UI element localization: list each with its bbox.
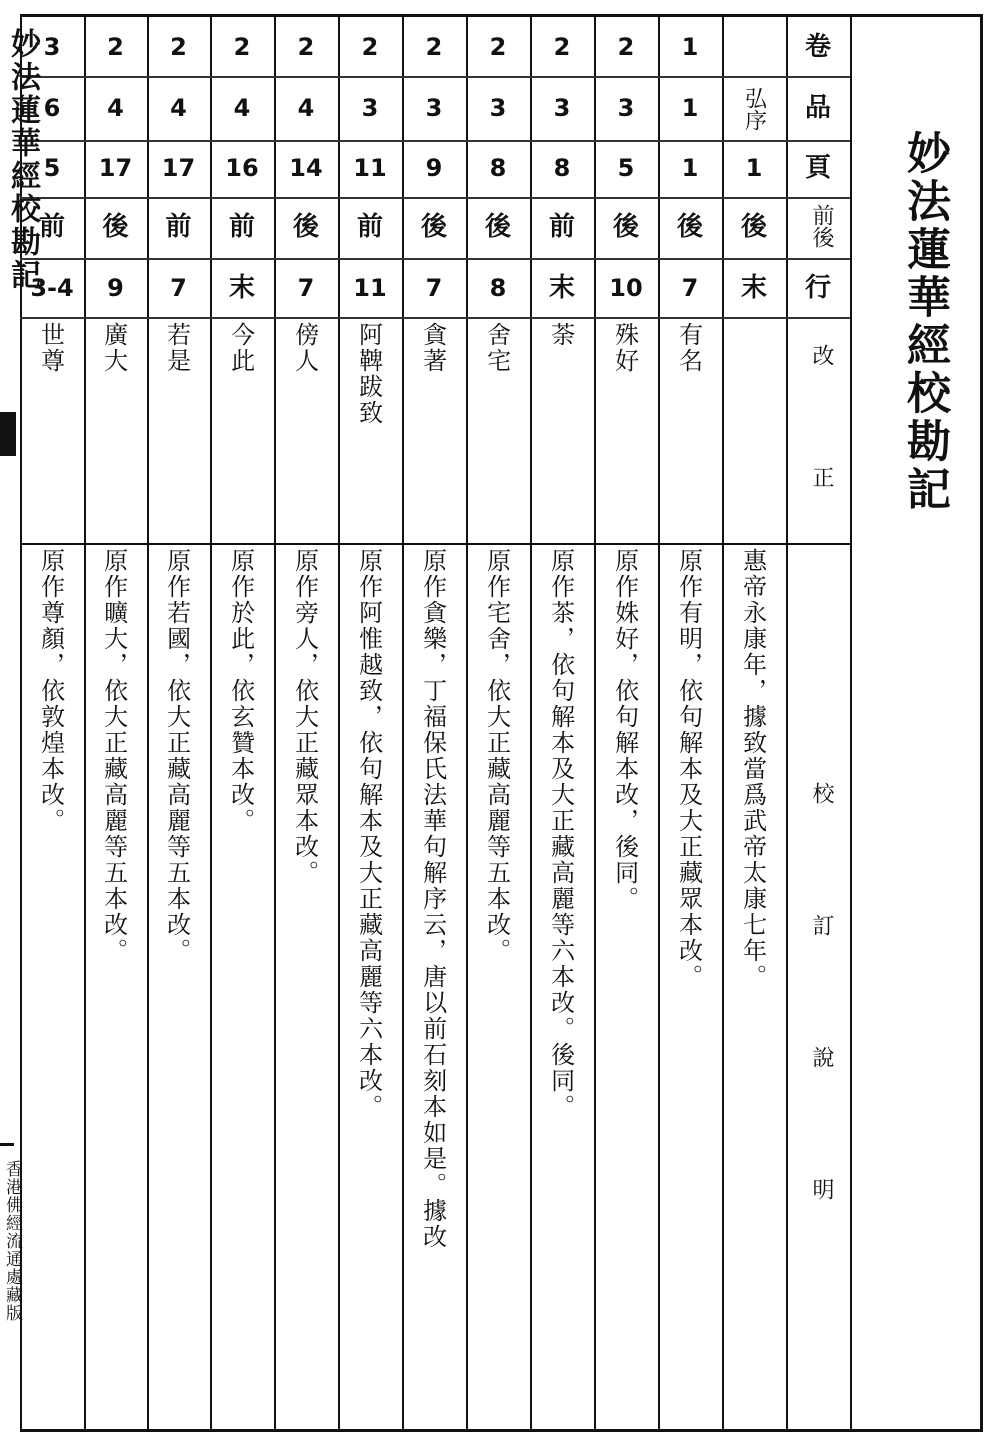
- cell-hang: 3-4: [30, 273, 74, 302]
- cell-note: 原作若國，依大正藏高麗等五本改。: [162, 548, 191, 964]
- cell-pin: 3: [361, 94, 379, 123]
- cell-ye: 9: [425, 153, 443, 182]
- cell-hang: 7: [681, 273, 699, 302]
- cell-pin: 3: [553, 94, 571, 123]
- cell-note: 原作旁人，依大正藏眾本改。: [290, 548, 319, 886]
- cell-hang: 7: [170, 273, 187, 302]
- cell-hang: 8: [489, 273, 507, 302]
- header-hang: 行: [804, 272, 831, 303]
- cell-gaizheng: 阿鞞跋致: [354, 322, 383, 426]
- cell-gaizheng: 今此: [226, 322, 255, 374]
- row-divider: [20, 76, 850, 78]
- cell-ye: 11: [353, 153, 387, 182]
- cell-juan: 2: [489, 33, 507, 62]
- cell-note: 原作有明，依句解本及大正藏眾本改。: [674, 548, 703, 990]
- cell-juan: [724, 22, 784, 74]
- cell-gaizheng: 傍人: [290, 322, 319, 374]
- cell-pin: 4: [233, 94, 251, 123]
- header-pin: 品: [804, 93, 831, 124]
- cell-qianhou: 前: [165, 212, 192, 243]
- cell-hang: 7: [297, 273, 315, 302]
- cell-gaizheng: 世尊: [36, 322, 65, 374]
- cell-qianhou: 前: [38, 212, 65, 243]
- cell-juan: 2: [107, 33, 124, 62]
- header-qianhou: 前後: [809, 204, 834, 248]
- cell-hang: 9: [107, 273, 124, 302]
- cell-gaizheng: 貪著: [418, 322, 447, 374]
- cell-pin: 3: [489, 94, 507, 123]
- cell-ye: 14: [289, 153, 323, 182]
- page-title: 妙法蓮華經校勘記: [899, 130, 950, 514]
- cell-hang: 11: [353, 273, 387, 302]
- cell-juan: 2: [617, 33, 635, 62]
- cell-qianhou: 後: [612, 212, 639, 243]
- cell-note: 原作姝好，依句解本改，後同。: [610, 548, 639, 912]
- cell-ye: 17: [98, 153, 133, 182]
- cell-gaizheng: 舍宅: [482, 322, 511, 374]
- cell-qianhou: 後: [676, 212, 703, 243]
- cell-juan: 2: [233, 33, 251, 62]
- header-ye: 頁: [804, 152, 831, 183]
- cell-ye: 8: [553, 153, 571, 182]
- cell-qianhou: 前: [228, 212, 255, 243]
- cell-gaizheng: 廣大: [99, 322, 128, 374]
- cell-note: 惠帝永康年，據致當爲武帝太康七年。: [738, 548, 767, 990]
- cell-hang: 7: [425, 273, 443, 302]
- cell-qianhou: 前: [548, 212, 575, 243]
- cell-ye: 1: [745, 153, 763, 182]
- cell-gaizheng: 若是: [162, 322, 191, 374]
- row-divider: [20, 317, 850, 319]
- header-jiaoding: 校訂說明: [809, 782, 834, 1310]
- cell-note: 原作茶，依句解本及大正藏高麗等六本改。後同。: [546, 548, 575, 1120]
- cell-juan: 2: [553, 33, 571, 62]
- cell-hang: 末: [740, 272, 767, 303]
- cell-pin: 4: [297, 94, 315, 123]
- cell-pin: 4: [107, 94, 124, 123]
- cell-note: 原作貪樂，丁福保氏法華句解序云，唐以前石刻本如是。據改: [418, 548, 447, 1250]
- cell-qianhou: 後: [292, 212, 319, 243]
- cell-note: 原作阿惟越致，依句解本及大正藏高麗等六本改。: [354, 548, 383, 1120]
- cell-juan: 2: [425, 33, 443, 62]
- cell-note: 原作宅舍，依大正藏高麗等五本改。: [482, 548, 511, 964]
- cell-pin: 弘序: [741, 87, 767, 131]
- cell-note: 原作曠大，依大正藏高麗等五本改。: [99, 548, 128, 964]
- cell-ye: 1: [681, 153, 699, 182]
- cell-ye: 8: [489, 153, 507, 182]
- cell-pin: 1: [681, 94, 699, 123]
- row-divider: [20, 543, 850, 545]
- cell-note: 原作尊顏，依敦煌本改。: [36, 548, 65, 834]
- cell-qianhou: 後: [740, 212, 767, 243]
- cell-qianhou: 前: [356, 212, 383, 243]
- edge-black-block: [0, 412, 16, 456]
- cell-pin: 4: [170, 94, 187, 123]
- cell-qianhou: 後: [102, 212, 129, 243]
- cell-ye: 16: [225, 153, 259, 182]
- cell-gaizheng: 有名: [674, 322, 703, 374]
- column-divider: [786, 14, 788, 1432]
- cell-ye: 5: [43, 153, 61, 182]
- cell-hang: 10: [609, 273, 643, 302]
- cell-gaizheng: 荼: [546, 322, 575, 348]
- cell-hang: 末: [548, 272, 575, 303]
- edge-footer: 香港佛經流通處藏版: [2, 1160, 22, 1322]
- cell-ye: 17: [161, 153, 196, 182]
- cell-juan: 1: [681, 33, 699, 62]
- cell-note: 原作於此，依玄贊本改。: [226, 548, 255, 834]
- cell-ye: 5: [617, 153, 635, 182]
- header-gaizheng: 改正: [809, 344, 834, 588]
- column-divider: [850, 14, 852, 1432]
- cell-juan: 2: [361, 33, 379, 62]
- cell-pin: 6: [43, 94, 61, 123]
- cell-juan: 2: [297, 33, 315, 62]
- edge-dash: [0, 1143, 14, 1146]
- cell-pin: 3: [425, 94, 443, 123]
- cell-qianhou: 後: [484, 212, 511, 243]
- cell-qianhou: 後: [420, 212, 447, 243]
- row-divider: [20, 197, 850, 199]
- cell-juan: 3: [43, 33, 61, 62]
- header-juan: 卷: [804, 32, 831, 63]
- cell-gaizheng: 殊好: [610, 322, 639, 374]
- cell-juan: 2: [170, 33, 187, 62]
- row-divider: [20, 258, 850, 260]
- edge-title: 妙法蓮華經校勘記: [5, 28, 40, 292]
- cell-pin: 3: [617, 94, 635, 123]
- cell-hang: 末: [228, 272, 255, 303]
